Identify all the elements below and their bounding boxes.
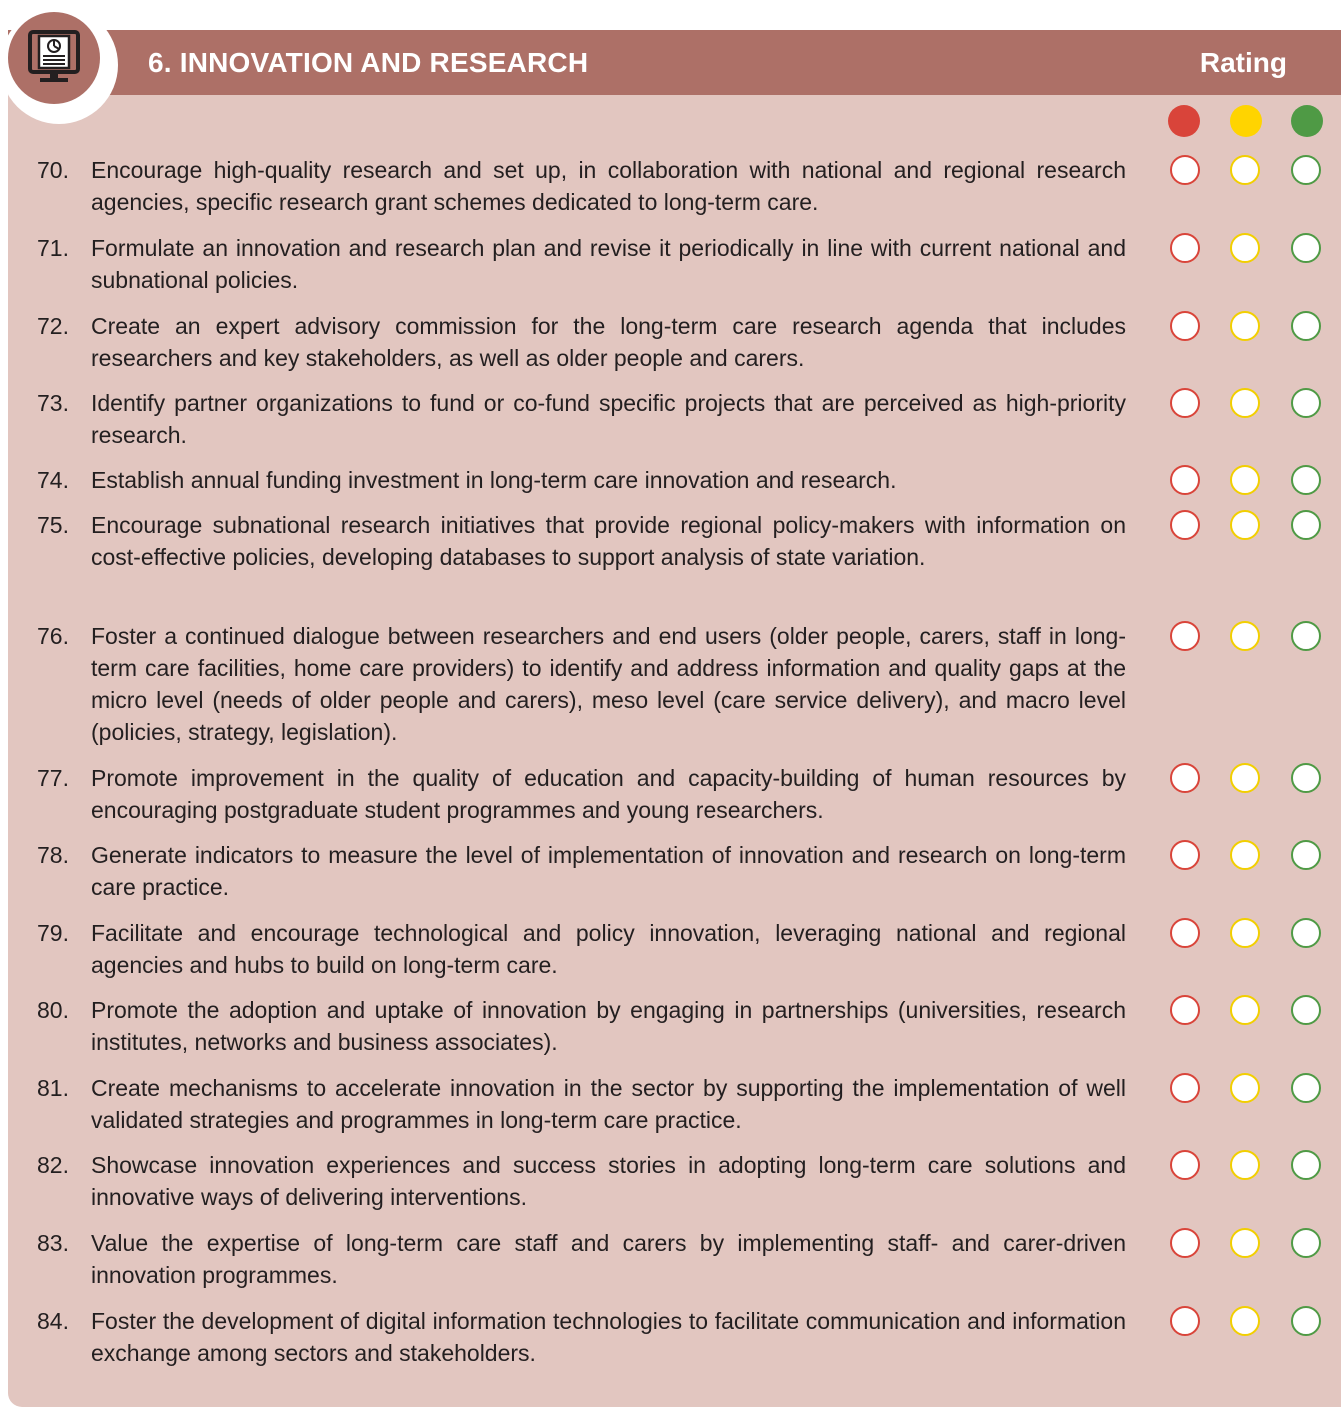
item-text: Promote improvement in the quality of education and capacity-building of human resources by encouraging postgraduate student programmes and young researchers. <box>91 765 1126 823</box>
rating-yellow-radio[interactable] <box>1230 1150 1260 1180</box>
item-number: 79. <box>37 920 69 946</box>
item-text: Foster a continued dialogue between researchers and end users (older people, carers, staff in long-term care facilities, home care providers) to identify and address information and quality gaps at the micro level (needs of older people and carers), meso level (care service delivery), and macro level (policies, strategy, legislation). <box>91 623 1126 745</box>
item-text: Showcase innovation experiences and success stories in adopting long-term care solutions and innovative ways of delivering interventions. <box>91 1152 1126 1210</box>
item-text: Foster the development of digital information technologies to facilitate communication and information exchange among sectors and stakeholders. <box>91 1308 1126 1366</box>
item-text: Encourage high-quality research and set up, in collaboration with national and regional research agencies, specific research grant schemes dedicated to long-term care. <box>91 157 1126 215</box>
item-number: 74. <box>37 467 69 493</box>
rating-red-radio[interactable] <box>1170 155 1200 185</box>
rating-green-radio[interactable] <box>1291 155 1321 185</box>
rating-red-radio[interactable] <box>1170 311 1200 341</box>
rating-yellow-radio[interactable] <box>1230 465 1260 495</box>
item-text: Generate indicators to measure the level of implementation of innovation and research on long-term care practice. <box>91 842 1126 900</box>
rating-label: Rating <box>1199 47 1287 78</box>
item-text: Value the expertise of long-term care staff and carers by implementing staff- and carer-driven innovation programmes. <box>91 1230 1126 1288</box>
item-number: 76. <box>37 623 69 649</box>
item-number: 83. <box>37 1230 69 1256</box>
section-header <box>8 30 1341 95</box>
rating-yellow-radio[interactable] <box>1230 763 1260 793</box>
rating-yellow-radio[interactable] <box>1230 995 1260 1025</box>
item-text: Establish annual funding investment in long-term care innovation and research. <box>91 467 897 493</box>
rating-green-radio[interactable] <box>1291 621 1321 651</box>
rating-yellow-radio[interactable] <box>1230 233 1260 263</box>
rating-red-radio[interactable] <box>1170 388 1200 418</box>
rating-green-radio[interactable] <box>1291 311 1321 341</box>
rating-red-radio[interactable] <box>1170 1073 1200 1103</box>
rating-green-radio[interactable] <box>1291 1150 1321 1180</box>
rating-green-radio[interactable] <box>1291 465 1321 495</box>
item-number: 70. <box>37 157 69 183</box>
item-text: Promote the adoption and uptake of innovation by engaging in partnerships (universities, research institutes, networks and business associates). <box>91 997 1126 1055</box>
rating-red-radio[interactable] <box>1170 1228 1200 1258</box>
legend-green-dot <box>1291 105 1323 137</box>
item-text: Formulate an innovation and research plan and revise it periodically in line with current national and subnational policies. <box>91 235 1126 293</box>
rating-green-radio[interactable] <box>1291 233 1321 263</box>
legend-yellow-dot <box>1230 105 1262 137</box>
rating-red-radio[interactable] <box>1170 510 1200 540</box>
rating-yellow-radio[interactable] <box>1230 155 1260 185</box>
rating-yellow-radio[interactable] <box>1230 510 1260 540</box>
rating-red-radio[interactable] <box>1170 621 1200 651</box>
item-number: 84. <box>37 1308 69 1334</box>
rating-legend <box>1168 105 1326 139</box>
rating-green-radio[interactable] <box>1291 1228 1321 1258</box>
rating-yellow-radio[interactable] <box>1230 621 1260 651</box>
legend-red-dot <box>1168 105 1200 137</box>
item-number: 77. <box>37 765 69 791</box>
item-number: 80. <box>37 997 69 1023</box>
rating-green-radio[interactable] <box>1291 1306 1321 1336</box>
rating-green-radio[interactable] <box>1291 510 1321 540</box>
item-text: Create an expert advisory commission for the long-term care research agenda that includes researchers and key stakeholders, as well as older people and carers. <box>91 313 1126 371</box>
item-number: 75. <box>37 512 69 538</box>
item-text: Facilitate and encourage technological and policy innovation, leveraging national and regional agencies and hubs to build on long-term care. <box>91 920 1126 978</box>
rating-red-radio[interactable] <box>1170 465 1200 495</box>
item-number: 78. <box>37 842 69 868</box>
item-number: 81. <box>37 1075 69 1101</box>
rating-yellow-radio[interactable] <box>1230 840 1260 870</box>
rating-green-radio[interactable] <box>1291 918 1321 948</box>
section-title: 6. INNOVATION AND RESEARCH <box>148 47 589 78</box>
rating-yellow-radio[interactable] <box>1230 918 1260 948</box>
item-number: 73. <box>37 390 69 416</box>
rating-yellow-radio[interactable] <box>1230 1306 1260 1336</box>
rating-green-radio[interactable] <box>1291 840 1321 870</box>
rating-red-radio[interactable] <box>1170 763 1200 793</box>
rating-red-radio[interactable] <box>1170 1150 1200 1180</box>
rating-green-radio[interactable] <box>1291 1073 1321 1103</box>
rating-green-radio[interactable] <box>1291 763 1321 793</box>
item-number: 72. <box>37 313 69 339</box>
section-icon-badge <box>0 6 118 124</box>
rating-yellow-radio[interactable] <box>1230 388 1260 418</box>
item-text: Create mechanisms to accelerate innovation in the sector by supporting the implementation of well validated strategies and programmes in long-term care practice. <box>91 1075 1126 1133</box>
rating-red-radio[interactable] <box>1170 918 1200 948</box>
item-number: 82. <box>37 1152 69 1178</box>
rating-red-radio[interactable] <box>1170 995 1200 1025</box>
rating-red-radio[interactable] <box>1170 233 1200 263</box>
rating-yellow-radio[interactable] <box>1230 1228 1260 1258</box>
rating-green-radio[interactable] <box>1291 995 1321 1025</box>
item-text: Encourage subnational research initiatives that provide regional policy-makers with information on cost-effective policies, developing databases to support analysis of state variation. <box>91 512 1126 570</box>
rating-yellow-radio[interactable] <box>1230 1073 1260 1103</box>
item-text: Identify partner organizations to fund or co-fund specific projects that are perceived as high-priority research. <box>91 390 1126 448</box>
rating-yellow-radio[interactable] <box>1230 311 1260 341</box>
rating-green-radio[interactable] <box>1291 388 1321 418</box>
rating-red-radio[interactable] <box>1170 840 1200 870</box>
computer-document-icon <box>24 28 84 88</box>
item-number: 71. <box>37 235 69 261</box>
rating-red-radio[interactable] <box>1170 1306 1200 1336</box>
